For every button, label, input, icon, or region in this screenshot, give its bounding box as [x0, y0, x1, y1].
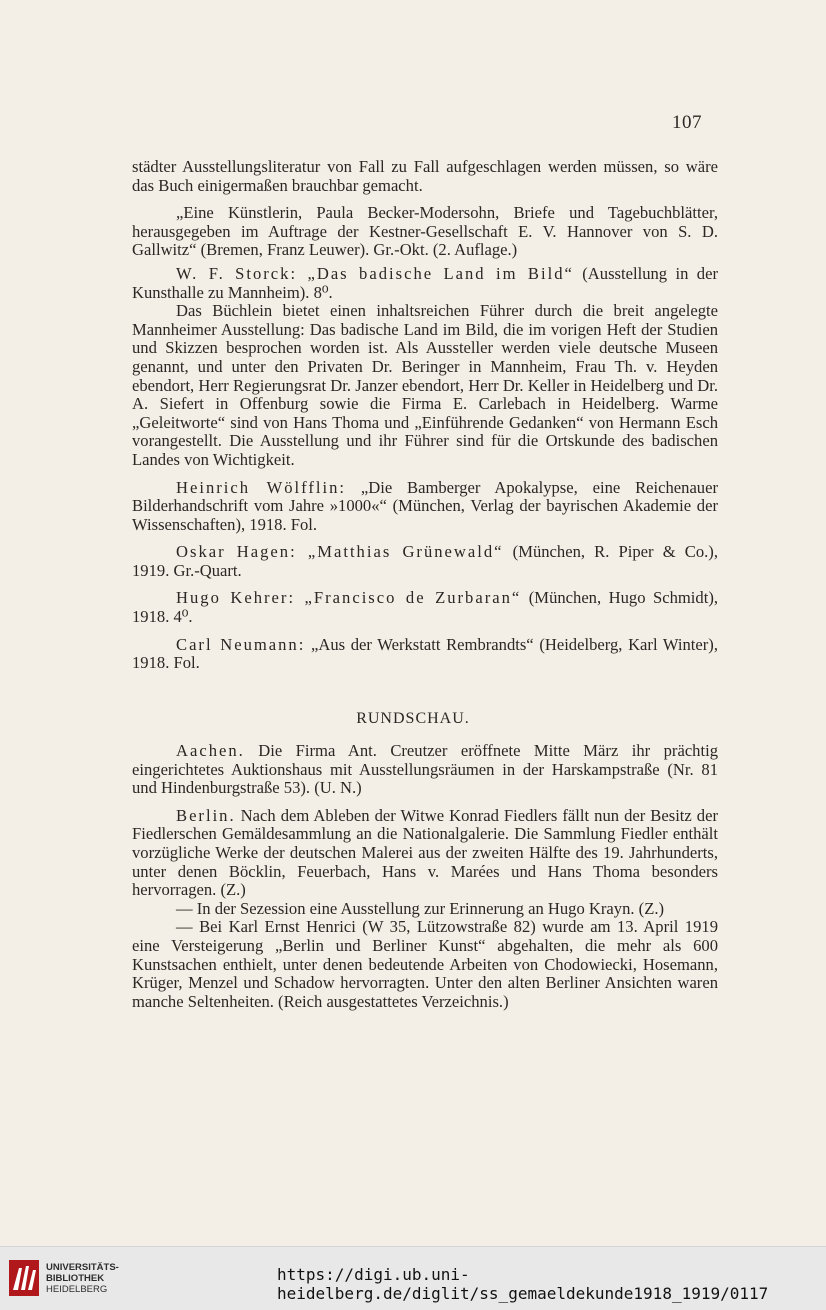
- paragraph: [132, 265, 718, 302]
- paragraph-text: „Die Bamberger Apokalypse, eine Reichenauer Bilderhandschrift vom Jahre »1000«“ (München, Verlag der bayrischen Akademie der Wissenschaften), 1918. Fol.: [132, 477, 718, 534]
- paragraph-lead: Carl Neumann:: [176, 634, 306, 654]
- paragraph-text: Nach dem Ableben der Witwe Konrad Fiedlers fällt nun der Besitz der Fiedlerschen Gemäldesammlung an die Nationalgalerie. Die Sammlung Fiedler enthält vorzügliche Werke der deutschen Malerei aus der zweiten Hälfte des 19. Jahrhunderts, unter denen Böcklin, Feuerbach, Hans v. Marées und Hans Thoma besonders hervorragen. (Z.): [132, 805, 718, 900]
- paragraph: [132, 807, 718, 900]
- library-name: UNIVERSITÄTS- BIBLIOTHEK HEIDELBERG: [46, 1262, 119, 1295]
- paragraph-text: (München, R. Piper & Co.), 1919. Gr.-Quart.: [132, 542, 718, 580]
- paragraph-lead: W. F. Storck: „Das badische Land im Bild“: [176, 263, 574, 283]
- viewer-footer: [0, 1246, 826, 1310]
- paragraph: Das Büchlein bietet einen inhaltsreichen Führer durch die breit angelegte Mannheimer Ausstellung: Das badische Land im Bild, die im vorigen Heft der Studien und Skizzen besprochen worden ist. Als Aussteller werden viele deutsche Museen genannt, und unter den Privaten Dr. Beringer in Mannheim, Frau Th. v. Heyden ebendort, Herr Regierungsrat Dr. Janzer ebendort, Herr Dr. Keller in Heidelberg und Dr. A. Siefert in Offenburg sowie die Firma E. Carlebach in Heidelberg. Warme „Geleitworte“ sind von Hans Thoma und „Einführende Gedanken“ von Hermann Esch vorangestellt. Die Ausstellung und ihr Führer sind für die Ortskunde des badischen Landes von Wichtigkeit.: [132, 301, 718, 469]
- paragraph: [132, 479, 718, 535]
- paragraph: [132, 742, 718, 798]
- paragraph-text: (München, Hugo Schmidt), 1918. 4⁰.: [132, 588, 719, 627]
- literature-section: [132, 158, 718, 673]
- paragraph-lead: Oskar Hagen: „Matthias Grünewald“: [176, 542, 504, 562]
- paragraph: „Eine Künstlerin, Paula Becker-Modersohn, Briefe und Tagebuchblätter, herausgegeben im Auftrage der Kestner-Gesellschaft E. V. Hannover von S. D. Gallwitz“ (Bremen, Franz Leuwer). Gr.-Okt. (2. Auflage.): [132, 203, 718, 260]
- paragraph: — In der Sezession eine Ausstellung zur Erinnerung an Hugo Krayn. (Z.): [176, 898, 665, 918]
- paragraph-lead: Aachen.: [176, 741, 245, 760]
- paragraph: [132, 589, 718, 626]
- paragraph-lead: Hugo Kehrer: „Francisco de Zurbaran“: [176, 588, 522, 608]
- paragraph: [132, 636, 718, 673]
- paragraph: — Bei Karl Ernst Henrici (W 35, Lützowstraße 82) wurde am 13. April 1919 eine Versteigerung „Berlin und Berliner Kunst“ abgehalten, die mehr als 600 Kunstsachen enthielt, unter denen bedeutende Arbeiten von Chodowiecki, Hosemann, Krüger, Menzel und Schadow hervorragten. Unter den alten Berliner Ansichten waren manche Seltenheiten. (Reich ausgestattetes Verzeichnis.): [132, 917, 718, 1011]
- paragraph-text: (Ausstellung in der Kunsthalle zu Mannheim). 8⁰.: [132, 263, 718, 302]
- paragraph-text: Die Firma Ant. Creutzer eröffnete Mitte März ihr prächtig eingerichtetes Auktionshaus mit Ausstellungsräumen in der Harskampstraße (Nr. 81 und Hindenburgstraße 53). (U. N.): [132, 741, 718, 798]
- paragraph: [132, 543, 718, 580]
- paragraph-lead: Berlin.: [176, 805, 236, 825]
- section-heading: RUNDSCHAU.: [356, 710, 470, 727]
- paragraph-lead: Heinrich Wölfflin:: [176, 477, 347, 497]
- paragraph: städter Ausstellungsliteratur von Fall zu Fall aufgeschlagen werden müssen, so wäre das Buch einigermaßen brauchbar gemacht.: [132, 157, 718, 195]
- library-logo-icon[interactable]: [9, 1260, 39, 1301]
- page-number: 107: [672, 112, 702, 133]
- paragraph-text: „Aus der Werkstatt Rembrandts“ (Heidelberg, Karl Winter), 1918. Fol.: [132, 634, 718, 673]
- rundschau-section: [132, 742, 718, 1011]
- page-url-link[interactable]: https://digi.ub.uni-heidelberg.de/diglit/ss_gemaeldekunde1918_1919/0117: [277, 1265, 769, 1303]
